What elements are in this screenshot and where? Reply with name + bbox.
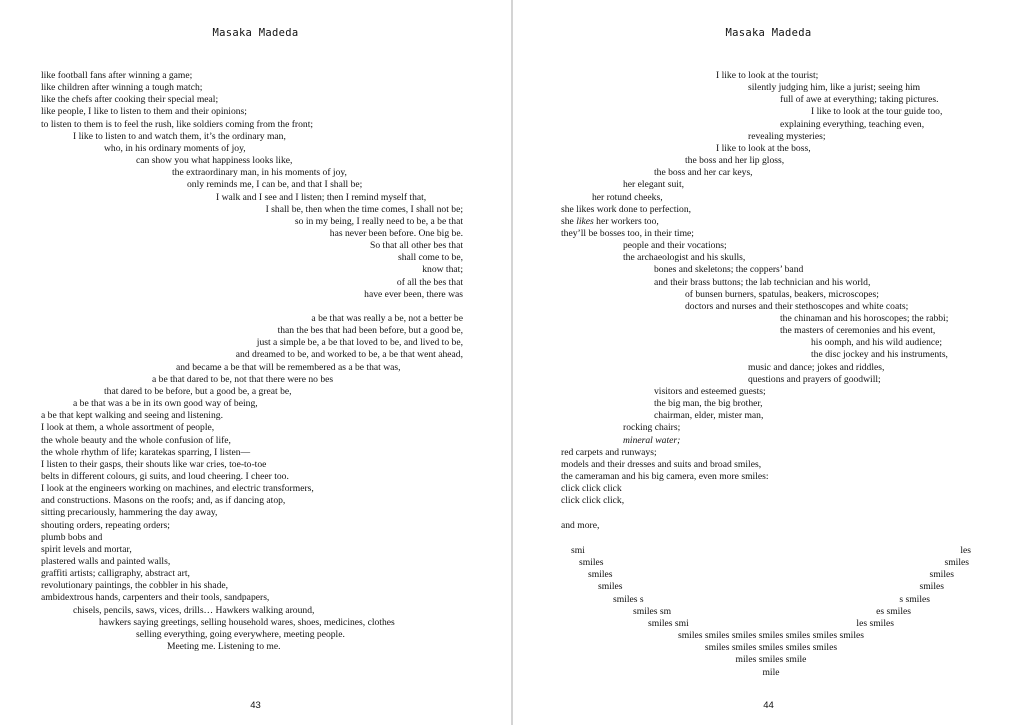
- poem-line: graffiti artists; calligraphy, abstract art,: [41, 568, 190, 580]
- poem-line: I like to look at the tour guide too,: [811, 106, 943, 118]
- poem-line: of bunsen burners, spatulas, beakers, microscopes;: [685, 288, 879, 300]
- poem-line: spirit levels and mortar,: [41, 543, 132, 555]
- poem-line: revealing mysteries;: [748, 130, 826, 142]
- poem-line: than the bes that had been before, but a good be,: [277, 325, 463, 337]
- poem-line: the archaeologist and his skulls,: [623, 252, 746, 264]
- poem-line: a be that was a be in its own good way of being,: [73, 398, 258, 410]
- poem-line: her rotund cheeks,: [592, 191, 663, 203]
- poem-line: bones and skeletons; the coppers’ band: [654, 264, 804, 276]
- right-page: [513, 0, 1024, 725]
- poem-line: that dared to be before, but a good be, a great be,: [104, 385, 292, 397]
- poem-line: her elegant suit,: [623, 179, 685, 191]
- poem-line: she likes work done to perfection,: [561, 203, 692, 215]
- poem-line: I walk and I see and I listen; then I remind myself that,: [216, 191, 427, 203]
- smiles-line: mile: [762, 666, 780, 678]
- poem-line: have ever been, there was: [364, 288, 463, 300]
- poem-line: and more,: [561, 519, 600, 531]
- smiles-line: smiles: [929, 569, 954, 581]
- poem-line: people and their vocations;: [623, 240, 727, 252]
- poem-line: of all the bes that: [396, 276, 463, 288]
- poem-line: plastered walls and painted walls,: [41, 556, 171, 567]
- poem-line: rocking chairs;: [623, 422, 681, 434]
- page-header: Masaka Madeda: [212, 27, 299, 39]
- poem-line: the disc jockey and his instruments,: [811, 349, 948, 361]
- poem-line: his oomph, and his wild audience;: [811, 337, 943, 349]
- poem-line: know that;: [422, 264, 463, 276]
- smiles-line: smiles s: [613, 593, 644, 605]
- poem-line: has never been before. One big be.: [329, 227, 463, 239]
- poem-line: revolutionary paintings, the cobbler in his shade,: [41, 580, 229, 592]
- smiles-line: smiles: [588, 569, 613, 581]
- smiles-line: les smiles: [856, 617, 894, 629]
- poem-line: like children after winning a tough match;: [41, 82, 203, 94]
- smiles-line: smiles: [944, 557, 969, 569]
- poem-line: and their brass buttons; the lab technician and his world,: [654, 276, 871, 288]
- smiles-line: smiles smiles smiles smiles smiles smiles smiles: [677, 630, 865, 642]
- poem-line: the whole beauty and the whole confusion of life,: [41, 434, 231, 446]
- poem-line: chairman, elder, mister man,: [654, 410, 764, 422]
- poem-line: the chinaman and his horoscopes; the rabbi;: [780, 313, 949, 324]
- poem-line: shall come to be,: [397, 252, 463, 264]
- poem-line: like the chefs after cooking their special meal;: [41, 94, 219, 106]
- poem-line: silently judging him, like a jurist; seeing him: [748, 82, 921, 94]
- poem-line: to listen to them is to feel the rush, like soldiers coming from the front;: [41, 118, 314, 130]
- poem-line: plumb bobs and: [41, 531, 103, 543]
- poem-line: red carpets and runways;: [561, 446, 657, 458]
- poem-line: so in my being, I really need to be, a be that: [294, 215, 463, 227]
- page-number: 43: [250, 700, 261, 711]
- smiles-line: smiles smi: [648, 617, 689, 629]
- poem-line: a be that kept walking and seeing and listening.: [41, 410, 223, 422]
- poem-line: the masters of ceremonies and his event,: [780, 325, 936, 337]
- smiles-line: es smiles: [876, 605, 911, 617]
- poem-line: she likes her workers too,: [561, 215, 659, 227]
- poem-line: belts in different colours, gi suits, and loud cheering. I cheer too.: [41, 470, 289, 482]
- poem-line: models and their dresses and suits and broad smiles,: [561, 458, 762, 470]
- poem-line: and dreamed to be, and worked to be, a be that went ahead,: [235, 349, 463, 361]
- poem-line: like people, I like to listen to them and their opinions;: [41, 106, 247, 118]
- smiles-line: smiles smiles smiles smiles smiles: [704, 642, 838, 654]
- poem-line: the big man, the big brother,: [654, 398, 763, 410]
- poem-line: they’ll be bosses too, in their time;: [561, 227, 694, 239]
- poem-line: click click click,: [561, 495, 625, 507]
- poem-line: shouting orders, repeating orders;: [41, 519, 170, 531]
- poem-line: I look at the engineers working on machines, and electric transformers,: [41, 483, 314, 495]
- poem-line: doctors and nurses and their stethoscopes and white coats;: [685, 300, 909, 312]
- poem-line: questions and prayers of goodwill;: [748, 373, 881, 385]
- poem-line: chisels, pencils, saws, vices, drills… Hawkers walking around,: [73, 604, 315, 616]
- poem-line: ambidextrous hands, carpenters and their tools, sandpapers,: [41, 592, 270, 604]
- poem-line: selling everything, going everywhere, meeting people.: [136, 628, 345, 640]
- poem-line: just a simple be, a be that loved to be, and lived to be,: [256, 337, 463, 349]
- poem-line: can show you what happiness looks like,: [136, 155, 293, 167]
- poem-line: the boss and her lip gloss,: [685, 155, 785, 167]
- smiles-line: smiles sm: [633, 605, 672, 617]
- poem-line: full of awe at everything; taking pictures.: [780, 94, 939, 106]
- smiles-line: smiles: [919, 581, 944, 593]
- poem-line: So that all other bes that: [370, 240, 463, 252]
- left-page: [0, 0, 511, 725]
- poem-line: I shall be, then when the time comes, I shall not be;: [265, 203, 463, 215]
- poem-line: I listen to their gasps, their shouts like war cries, toe-to-toe: [41, 458, 267, 470]
- smiles-line: miles smiles smile: [735, 654, 807, 666]
- page-number: 44: [763, 700, 774, 711]
- poem-line: sitting precariously, hammering the day away,: [41, 507, 218, 519]
- poem-line: the boss and her car keys,: [654, 167, 753, 179]
- poem-line: only reminds me, I can be, and that I shall be;: [187, 179, 363, 191]
- page-header: Masaka Madeda: [725, 27, 812, 39]
- poem-line: who, in his ordinary moments of joy,: [104, 142, 246, 154]
- poem-line: explaining everything, teaching even,: [780, 118, 925, 130]
- poem-line: the extraordinary man, in his moments of joy,: [172, 167, 347, 179]
- smiles-line: smi: [571, 545, 585, 556]
- smiles-line: s smiles: [899, 593, 930, 605]
- poem-line: visitors and esteemed guests;: [654, 385, 766, 397]
- poem-line: the cameraman and his big camera, even more smiles:: [561, 470, 769, 482]
- poem-line: Meeting me. Listening to me.: [167, 641, 281, 653]
- poem-line: I like to look at the tourist;: [716, 70, 819, 81]
- poem-line: I look at them, a whole assortment of people,: [41, 422, 215, 434]
- poem-line: a be that was really a be, not a better be: [311, 313, 463, 324]
- poem-line: mineral water;: [623, 434, 681, 446]
- poem-line: music and dance; jokes and riddles,: [748, 361, 885, 373]
- poem-line: and constructions. Masons on the roofs; and, as if dancing atop,: [41, 495, 286, 507]
- poem-line: click click click: [561, 483, 622, 495]
- poem-line: I like to look at the boss,: [716, 142, 811, 154]
- poem-line: the whole rhythm of life; karatekas sparring, I listen—: [41, 446, 251, 458]
- smiles-line: les: [960, 545, 971, 556]
- poem-line: hawkers saying greetings, selling household wares, shoes, medicines, clothes: [99, 616, 395, 628]
- poem-line: and became a be that will be remembered as a be that was,: [176, 361, 401, 373]
- poem-line: like football fans after winning a game;: [41, 70, 193, 81]
- smiles-line: smiles: [598, 581, 623, 593]
- poem-line: a be that dared to be, not that there were no bes: [152, 373, 334, 385]
- poem-line: I like to listen to and watch them, it’s the ordinary man,: [73, 130, 286, 142]
- smiles-line: smiles: [579, 557, 604, 569]
